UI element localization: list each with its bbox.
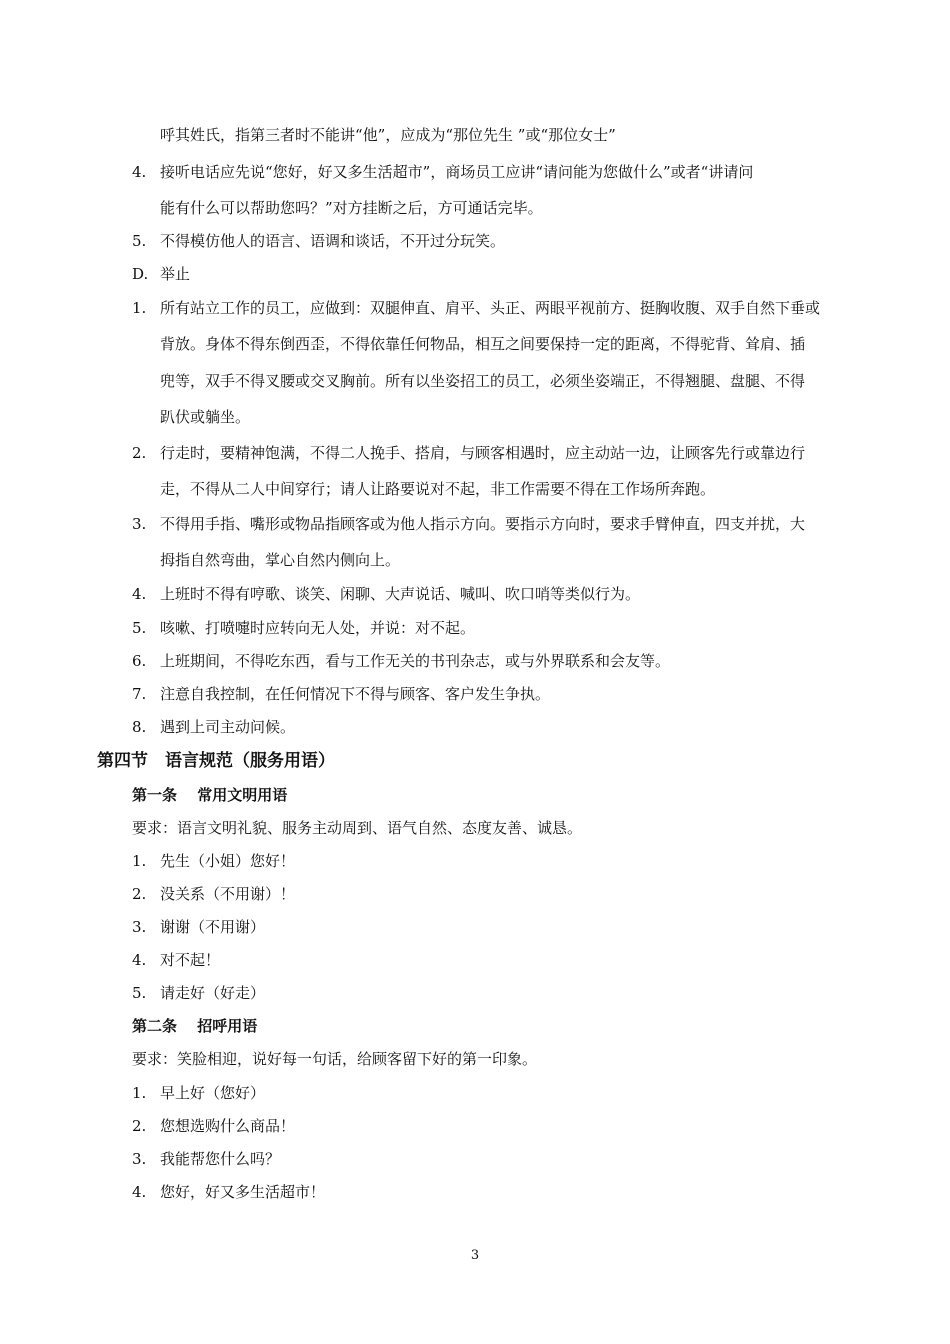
- phrase-item: 早上好（您好）: [160, 1084, 266, 1102]
- list-item-line: 兜等，双手不得叉腰或交叉胸前。所有以坐姿招工的员工，必须坐姿端正，不得翘腿、盘腿、不得: [160, 372, 806, 390]
- list-item-line: 能有什么可以帮助您吗？”对方挂断之后，方可通话完毕。: [160, 199, 543, 217]
- list-item-line: 不得模仿他人的语言、语调和谈话，不开过分玩笑。: [160, 232, 506, 250]
- list-item-line: 行走时，要精神饱满，不得二人挽手、搭肩，与顾客相遇时，应主动站一边，让顾客先行或靠边行: [160, 444, 806, 462]
- list-number: 6.: [132, 652, 147, 670]
- list-number: 3.: [132, 1150, 147, 1168]
- list-number: 4.: [132, 1183, 147, 1201]
- list-number: 4.: [132, 163, 147, 181]
- list-number: 8.: [132, 718, 147, 736]
- list-number: 2.: [132, 1117, 147, 1135]
- list-number: 1.: [132, 852, 147, 870]
- article-heading: 第一条 常用文明用语: [132, 786, 288, 804]
- list-number: 4.: [132, 951, 147, 969]
- list-number: 2.: [132, 885, 147, 903]
- phrase-item: 对不起！: [160, 951, 221, 969]
- list-item-line: 上班期间，不得吃东西，看与工作无关的书刊杂志，或与外界联系和会友等。: [160, 652, 671, 670]
- phrase-item: 您好，好又多生活超市！: [160, 1183, 326, 1201]
- phrase-item: 没关系（不用谢）！: [160, 885, 296, 903]
- requirement-text: 要求：语言文明礼貌、服务主动周到、语气自然、态度友善、诚恳。: [132, 819, 583, 837]
- list-item-line: 拇指自然弯曲，掌心自然内侧向上。: [160, 551, 401, 569]
- list-number: 1.: [132, 299, 147, 317]
- list-number: 5.: [132, 619, 147, 637]
- requirement-text: 要求：笑脸相迎，说好每一句话，给顾客留下好的第一印象。: [132, 1050, 538, 1068]
- list-number: 1.: [132, 1084, 147, 1102]
- list-number: 2.: [132, 444, 147, 462]
- section-heading: 第四节 语言规范（服务用语）: [97, 751, 335, 771]
- list-item-line: 走，不得从二人中间穿行；请人让路要说对不起，非工作需要不得在工作场所奔跑。: [160, 480, 716, 498]
- list-item-line: 背放。身体不得东倒西歪，不得依靠任何物品，相互之间要保持一定的距离，不得驼背、耸肩、插: [160, 335, 806, 353]
- article-heading: 第二条 招呼用语: [132, 1017, 258, 1035]
- paragraph-continuation: 呼其姓氏，指第三者时不能讲“他”，应成为“那位先生 ”或“那位女士”: [160, 126, 616, 144]
- list-item-line: 不得用手指、嘴形或物品指顾客或为他人指示方向。要指示方向时，要求手臂伸直，四支并扰，大: [160, 515, 806, 533]
- section-title: 举止: [160, 265, 191, 283]
- page-number: 3: [470, 1248, 480, 1263]
- list-item-line: 上班时不得有哼歌、谈笑、闲聊、大声说话、喊叫、吹口哨等类似行为。: [160, 585, 641, 603]
- phrase-item: 您想选购什么商品！: [160, 1117, 296, 1135]
- phrase-item: 请走好（好走）: [160, 984, 266, 1002]
- list-item-line: 注意自我控制，在任何情况下不得与顾客、客户发生争执。: [160, 685, 551, 703]
- phrase-item: 我能帮您什么吗？: [160, 1150, 281, 1168]
- list-number: 7.: [132, 685, 147, 703]
- list-number: 4.: [132, 585, 147, 603]
- phrase-item: 谢谢（不用谢）: [160, 918, 266, 936]
- list-item-line: 接听电话应先说“您好，好又多生活超市”，商场员工应讲“请问能为您做什么”或者“讲请问: [160, 163, 754, 181]
- list-number: 5.: [132, 232, 147, 250]
- section-label: D.: [132, 265, 149, 283]
- list-item-line: 咳嗽、打喷嚏时应转向无人处，并说：对不起。: [160, 619, 476, 637]
- list-number: 5.: [132, 984, 147, 1002]
- list-item-line: 遇到上司主动问候。: [160, 718, 296, 736]
- list-number: 3.: [132, 515, 147, 533]
- phrase-item: 先生（小姐）您好！: [160, 852, 296, 870]
- list-number: 3.: [132, 918, 147, 936]
- list-item-line: 趴伏或躺坐。: [160, 408, 251, 426]
- list-item-line: 所有站立工作的员工，应做到：双腿伸直、肩平、头正、两眼平视前方、挺胸收腹、双手自然下垂或: [160, 299, 821, 317]
